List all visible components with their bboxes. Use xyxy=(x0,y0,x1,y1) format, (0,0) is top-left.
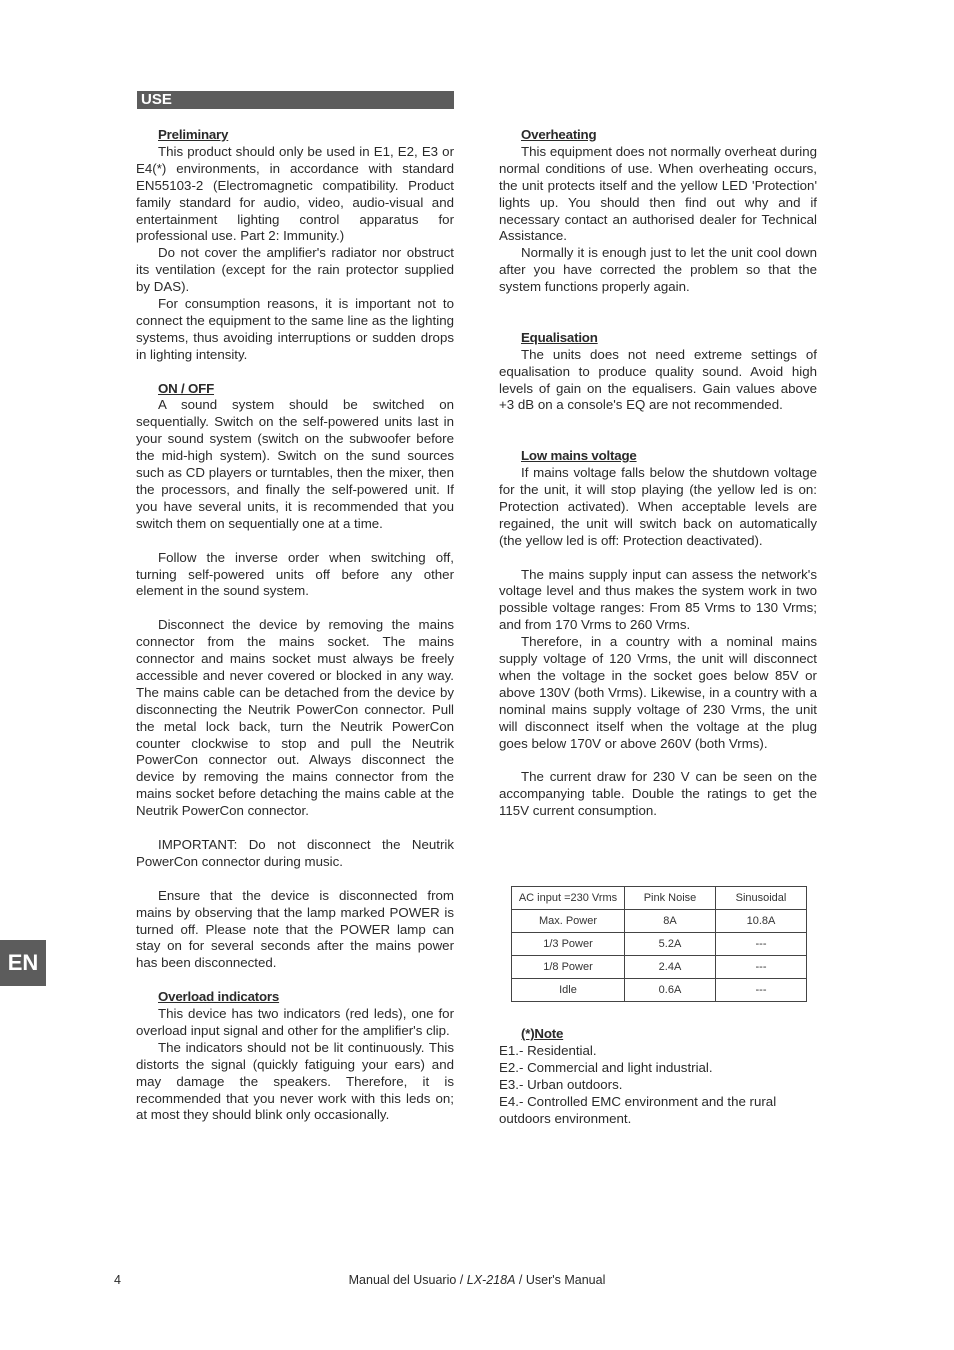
footer-title-pre: Manual del Usuario / xyxy=(348,1273,464,1287)
footer-title xyxy=(0,1273,954,1287)
paragraph: The indicators should not be lit continuously. This distorts the signal (quickly fatiguing your ears) and may damage the speakers. Therefore, it is recommended that you never work with this leds on; at most they should blink only occasionally. xyxy=(136,1039,454,1123)
right-column xyxy=(499,127,817,820)
heading-note: (*)Note xyxy=(521,1026,564,1041)
current-draw-table xyxy=(511,886,807,1002)
heading-equalisation: Equalisation xyxy=(521,329,598,345)
paragraph: Normally it is enough just to let the unit cool down after you have corrected the problem so that the system functions properly again. xyxy=(499,245,817,295)
heading-on-off: ON / OFF xyxy=(158,380,215,396)
paragraph-important: IMPORTANT: Do not disconnect the Neutrik PowerCon connector during music. xyxy=(136,837,454,869)
table-row xyxy=(512,956,807,979)
note-item: E2.- Commercial and light industrial. xyxy=(499,1059,713,1075)
table-cell: 1/8 Power xyxy=(512,956,625,979)
paragraph: This device has two indicators (red leds), one for overload input signal and other for the amplifier's clip. xyxy=(136,1006,454,1038)
paragraph: Follow the inverse order when switching off, turning self-powered units off before any other element in the sound system. xyxy=(136,549,454,599)
language-tab-label: EN xyxy=(7,950,39,975)
language-tab xyxy=(0,940,46,986)
paragraph: Disconnect the device by removing the mains connector from the mains socket. The mains connector and mains socket must always be freely accessible and never covered or blocked in any way. The mains cable can be detached from the device by disconnecting the Neutrik PowerCon connector. Pull the metal lock back, turn the Neutrik PowerCon counter clockwise to stop and pull the Neutrik PowerCon connector out. Always disconnect the device by removing the mains connector from the mains socket before detaching the mains cable at the Neutrik PowerCon connector. xyxy=(136,617,454,819)
table-cell: 5.2A xyxy=(625,933,716,956)
heading-low-mains-voltage: Low mains voltage xyxy=(521,448,637,464)
note-item: E3.- Urban outdoors. xyxy=(499,1076,623,1092)
table-cell: 2.4A xyxy=(625,956,716,979)
table-cell: --- xyxy=(716,956,807,979)
section-title: USE xyxy=(141,91,172,108)
table-cell: --- xyxy=(716,979,807,1002)
paragraph: Therefore, in a country with a nominal mains supply voltage of 120 Vrms, the unit will disconnect when the voltage in the socket goes below 85V or above 130V (both Vrms). Likewise, in a country with a nominal mains supply voltage of 230 Vrms, the unit will disconnect itself when the voltage at the plug goes below 170V or above 260V (both Vrms). xyxy=(499,634,817,751)
table-row xyxy=(512,910,807,933)
paragraph: If mains voltage falls below the shutdown voltage for the unit, it will stop playing (the yellow led is on: Protection activated). When acceptable levels are regained, the unit will switch back on automatically (the yellow led is off: Protection deactivated). xyxy=(499,465,817,548)
table-cell: Idle xyxy=(512,979,625,1002)
note-item: E4.- Controlled EMC environment and the rural outdoors environment. xyxy=(499,1093,777,1126)
table-row xyxy=(512,979,807,1002)
paragraph: Ensure that the device is disconnected from mains by observing that the lamp marked POWER is turned off. Please note that the POWER lamp can stay on for several seconds after the mains power has been disconnected. xyxy=(136,887,454,971)
paragraph: This product should only be used in E1, E2, E3 or E4(*) environments, in accordance with standard EN55103-2 (Electromagnetic compatibility. Product family standard for audio, video, audio-visual and entertainment lighting control apparatus for professional use. Part 2: Immunity.) xyxy=(136,143,454,244)
paragraph: The units does not need extreme settings of equalisation to produce quality sound. Avoid high levels of gain on the equalisers. Gain values above +3 dB on a console's EQ are not recommended. xyxy=(499,346,817,413)
left-column xyxy=(136,127,454,1124)
table-header-row xyxy=(512,887,807,910)
heading-overheating: Overheating xyxy=(521,127,597,142)
note-block xyxy=(499,1026,817,1127)
table-header-cell: Sinusoidal xyxy=(716,887,807,910)
paragraph: For consumption reasons, it is important not to connect the equipment to the same line as the lighting systems, thus avoiding interruptions or sudden drops in lighting intensity. xyxy=(136,296,454,362)
table-cell: 10.8A xyxy=(716,910,807,933)
heading-preliminary: Preliminary xyxy=(158,127,229,142)
paragraph: A sound system should be switched on sequentially. Switch on the self-powered units last in your sound system (switch on the subwoofer before the mid-high system). Switch on the sund sources such as CD players or turntables, then the mixer, then the processors, and finally the self-powered unit. If you have several units, it is recommended that you switch them on sequentially one at a time. xyxy=(136,397,454,531)
table-cell: 0.6A xyxy=(625,979,716,1002)
note-item: E1.- Residential. xyxy=(499,1042,597,1058)
footer-model: LX-218A xyxy=(466,1273,516,1287)
table-row xyxy=(512,933,807,956)
section-title-bar xyxy=(137,91,454,109)
paragraph: The mains supply input can assess the network's voltage level and thus makes the system work in two possible voltage ranges: From 85 Vrms to 130 Vrms; and from 170 Vrms to 260 Vrms. xyxy=(499,566,817,633)
table-cell: 8A xyxy=(625,910,716,933)
table-cell: Max. Power xyxy=(512,910,625,933)
page-number: 4 xyxy=(114,1273,121,1287)
table-header-cell: Pink Noise xyxy=(625,887,716,910)
heading-overload-indicators: Overload indicators xyxy=(158,989,280,1005)
paragraph: This equipment does not normally overheat during normal conditions of use. When overheating occurs, the unit protects itself and the yellow LED 'Protection' lights up. You should then find out why and if necessary contact an authorised dealer for Technical Assistance. xyxy=(499,143,817,244)
paragraph: The current draw for 230 V can be seen on the accompanying table. Double the ratings to get the 115V current consumption. xyxy=(499,769,817,819)
table-cell: 1/3 Power xyxy=(512,933,625,956)
footer-title-post: / User's Manual xyxy=(518,1273,606,1287)
paragraph: Do not cover the amplifier's radiator nor obstruct its ventilation (except for the rain protector supplied by DAS). xyxy=(136,245,454,295)
table-header-cell: AC input =230 Vrms xyxy=(512,887,625,910)
table-cell: --- xyxy=(716,933,807,956)
